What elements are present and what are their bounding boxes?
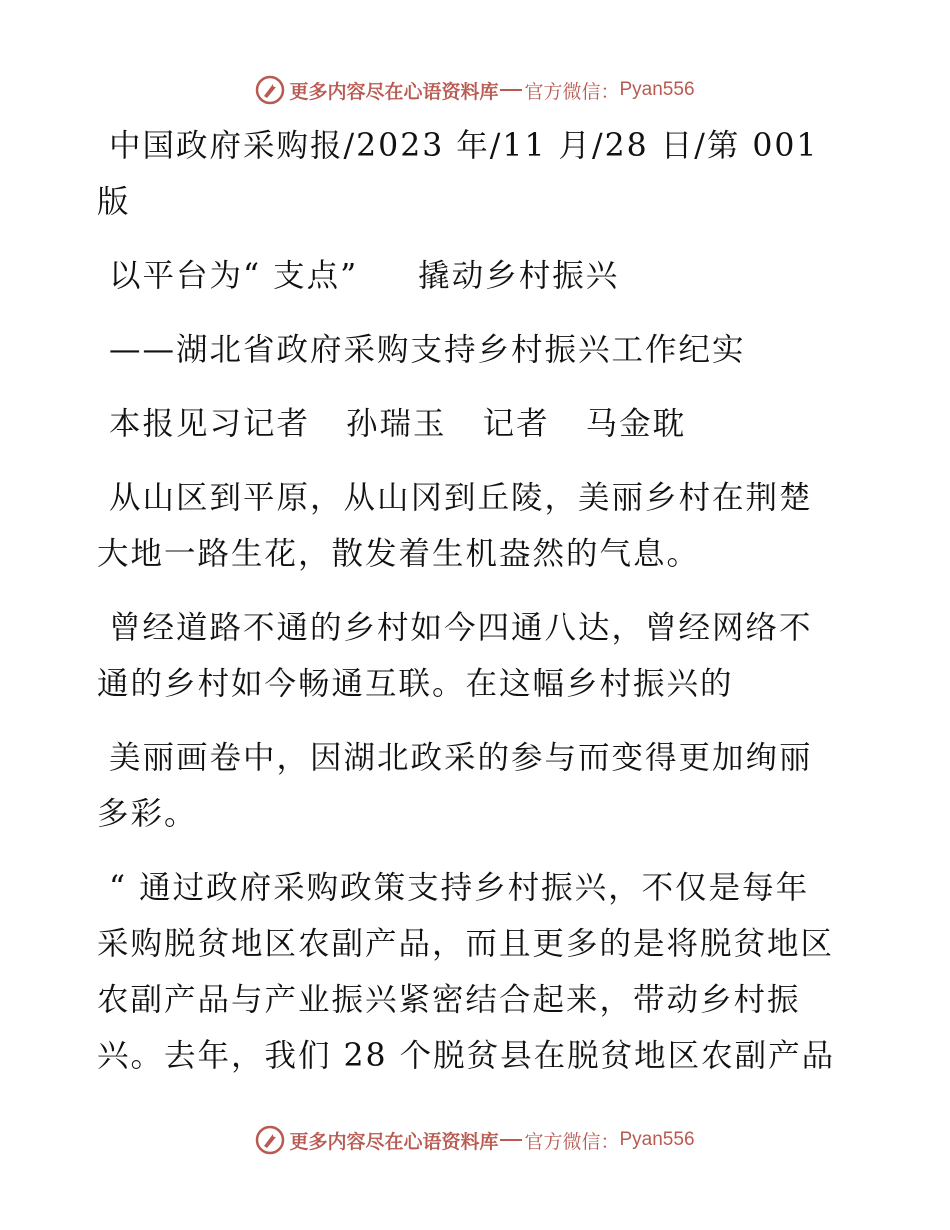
paragraph-2-line-1: 曾经道路不通的乡村如今四通八达，曾经网络不 xyxy=(109,610,813,646)
paragraph-3-line-1: 美丽画卷中，因湖北政采的参与而变得更加绚丽 xyxy=(109,740,813,776)
source-line-2: 版 xyxy=(97,184,131,220)
paragraph-2-line-2: 通的乡村如今畅通互联。在这幅乡村振兴的 xyxy=(97,666,734,702)
logo-icon xyxy=(255,1125,285,1155)
article-title xyxy=(97,248,857,304)
watermark-separator xyxy=(500,89,522,91)
byline xyxy=(97,396,857,452)
article-subtitle-text: ——湖北省政府采购支持乡村振兴工作纪实 xyxy=(109,332,746,368)
byline-text: 本报见习记者 孙瑞玉 记者 马金耽 xyxy=(109,406,687,442)
paragraph-4-line-2: 采购脱贫地区农副产品，而且更多的是将脱贫地区 xyxy=(97,926,835,962)
watermark-wechat-id: Pyan556 xyxy=(619,79,695,100)
paragraph-3-line-2: 多彩。 xyxy=(97,796,198,832)
watermark-banner-bottom xyxy=(0,1123,950,1157)
watermark-wechat-label: 官方微信： xyxy=(524,80,620,103)
watermark-banner-top xyxy=(0,73,950,107)
paragraph-1-line-1: 从山区到平原，从山冈到丘陵，美丽乡村在荆楚 xyxy=(109,480,813,516)
watermark-text: 更多内容尽在心语资料库 xyxy=(289,1130,499,1153)
article-body xyxy=(97,118,857,1102)
paragraph-1 xyxy=(97,470,857,582)
paragraph-1-line-2: 大地一路生花，散发着生机盎然的气息。 xyxy=(97,536,701,572)
article-title-text: 以平台为“ 支点” 撬动乡村振兴 xyxy=(109,258,620,294)
article-subtitle xyxy=(97,322,857,378)
watermark-wechat-id: Pyan556 xyxy=(619,1129,695,1150)
watermark-separator xyxy=(500,1139,522,1141)
source-line xyxy=(97,118,857,230)
paragraph-4-line-4: 兴。去年，我们 28 个脱贫县在脱贫地区农副产品 xyxy=(97,1038,836,1074)
paragraph-4 xyxy=(97,860,857,1084)
paragraph-3 xyxy=(97,730,857,842)
paragraph-4-line-1: “ 通过政府采购政策支持乡村振兴，不仅是每年 xyxy=(109,870,810,906)
watermark-wechat-label: 官方微信： xyxy=(524,1130,620,1153)
watermark-text: 更多内容尽在心语资料库 xyxy=(289,80,499,103)
logo-icon xyxy=(255,75,285,105)
paragraph-2 xyxy=(97,600,857,712)
paragraph-4-line-3: 农副产品与产业振兴紧密结合起来，带动乡村振 xyxy=(97,982,801,1018)
source-line-1: 中国政府采购报/2023 年/11 月/28 日/第 001 xyxy=(109,128,819,164)
